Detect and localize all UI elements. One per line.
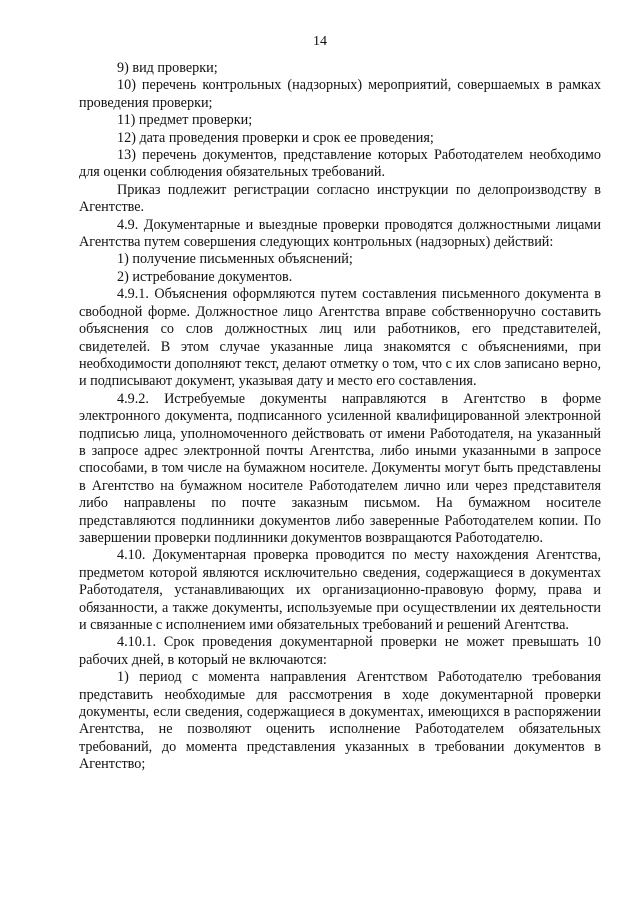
paragraph-action-2: 2) истребование документов. bbox=[117, 268, 293, 285]
paragraph-section-4-9: 4.9. Документарные и выездные проверки проводятся должностными лицами Агентства путем совершения следующих контрольных (надзорных) действий: bbox=[79, 216, 601, 251]
document-body bbox=[79, 60, 601, 774]
paragraph-period-1: 1) период с момента направления Агентством Работодателю требования представить необходимые для рассмотрения в ходе документарной проверки документы, если сведения, содержащиеся в документах, имеющихся в распоряжении Агентства, не позволяют оценить исполнение Работодателем обязательных требований, до момента представления указанных в требовании документов в Агентство; bbox=[79, 669, 601, 773]
paragraph-item-12: 12) дата проведения проверки и срок ее проведения; bbox=[117, 129, 434, 146]
paragraph-item-9: 9) вид проверки; bbox=[117, 60, 218, 76]
paragraph-item-11: 11) предмет проверки; bbox=[117, 112, 253, 129]
paragraph-section-4-9-1: 4.9.1. Объяснения оформляются путем составления письменного документа в свободной форме. Должностное лицо Агентства вправе собственноручно составить объяснения со слов должностных лиц или работников, его представителей, свидетелей. В этом случае указанные лица знакомятся с объяснениями, при необходимости дополняют текст, делают отметку о том, что с их слов записано верно, и подписывают документ, указывая дату и место его составления. bbox=[79, 286, 601, 390]
paragraph-section-4-10: 4.10. Документарная проверка проводится по месту нахождения Агентства, предметом которой являются исключительно сведения, содержащиеся в документах Работодателя, устанавливающих их организационно-правовую форму, права и обязанности, а также документы, используемые при осуществлении их деятельности и связанные с исполнением ими обязательных требований и решений Агентства. bbox=[79, 547, 601, 633]
page-number: 14 bbox=[313, 34, 327, 49]
paragraph-order-registration: Приказ подлежит регистрации согласно инструкции по делопроизводству в Агентстве. bbox=[79, 181, 601, 216]
paragraph-section-4-10-1: 4.10.1. Срок проведения документарной проверки не может превышать 10 рабочих дней, в который не включаются: bbox=[79, 634, 601, 668]
paragraph-action-1: 1) получение письменных объяснений; bbox=[117, 251, 353, 268]
paragraph-item-10: 10) перечень контрольных (надзорных) мероприятий, совершаемых в рамках проведения проверки; bbox=[79, 77, 601, 111]
paragraph-section-4-9-2: 4.9.2. Истребуемые документы направляются в Агентство в форме электронного документа, подписанного усиленной квалифицированной электронной подписью лица, уполномоченного действовать от имени Работодателя, на указанный в запросе адрес электронной почты Агентства, либо иными указанными в запросе способами, в том числе на бумажном носителе. Документы могут быть представлены в Агентство на бумажном носителе Работодателем лично или через представителя либо направлены по почте заказным письмом. На бумажном носителе представляются подлинники документов либо заверенные Работодателем копии. По завершении проверки подлинники документов возвращаются Работодателю. bbox=[79, 390, 601, 546]
paragraph-item-13: 13) перечень документов, представление которых Работодателем необходимо для оценки соблюдения обязательных требований. bbox=[79, 147, 601, 181]
